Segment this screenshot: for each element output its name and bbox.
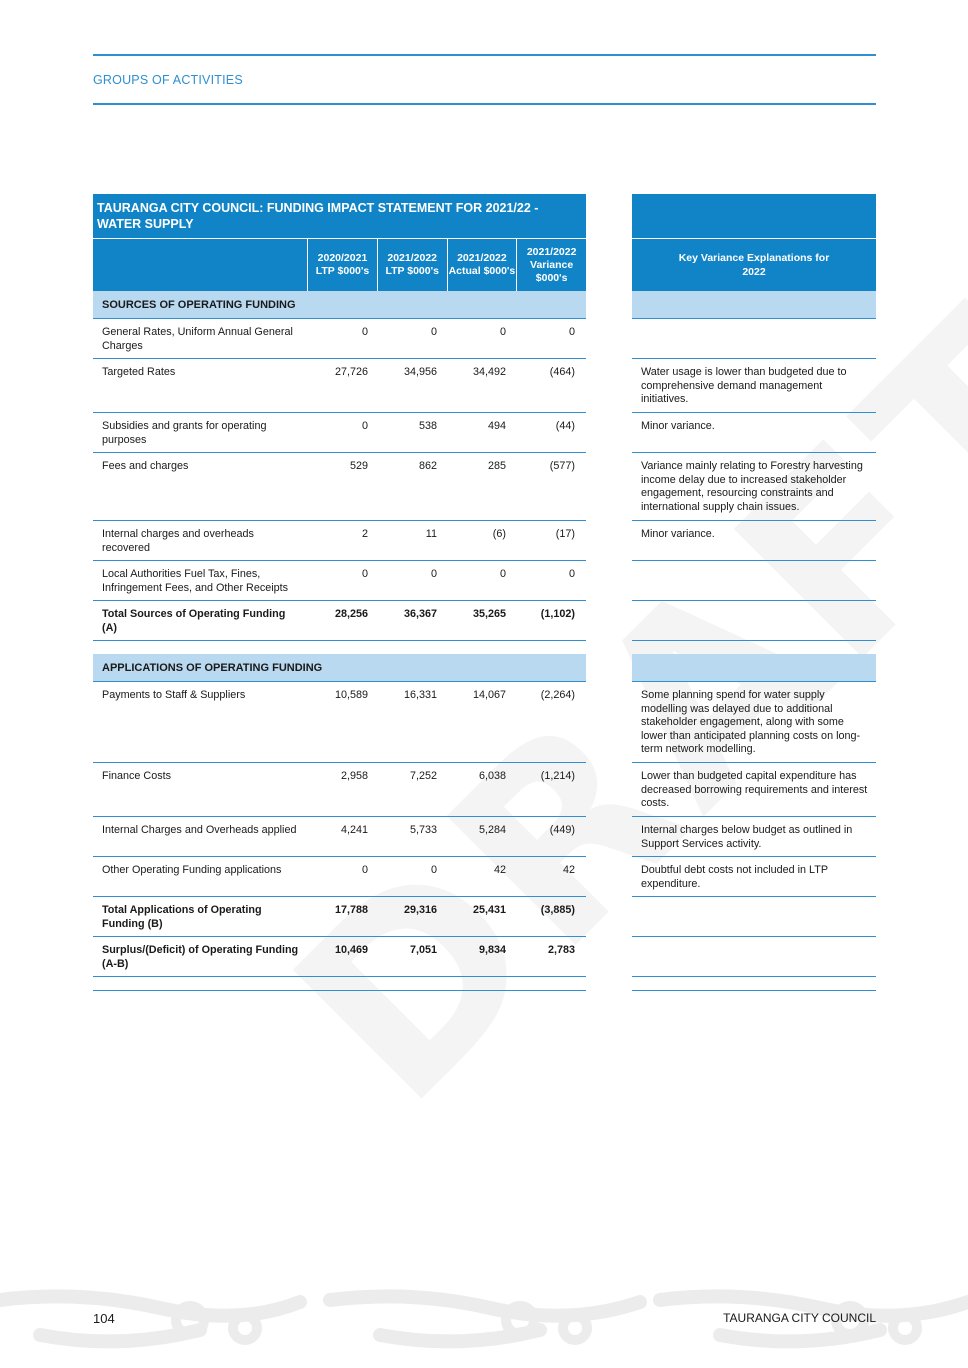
variance-note (632, 561, 876, 601)
variance-note: Water usage is lower than budgeted due to comprehensive demand management initiatives. (632, 359, 876, 413)
total-row: Total Applications of Operating Funding (B) 17,788 29,316 25,431 (3,885) (93, 897, 586, 937)
table-row: Other Operating Funding applications 0 0 42 42 (93, 857, 586, 897)
variance-note: Variance mainly relating to Forestry harvesting income delay due to increased stakeholder engagement, resourcing constraints and international supply chain issues. (632, 453, 876, 521)
variance-note: Some planning spend for water supply modelling was delayed due to additional stakeholder engagement, along with some lower than anticipated planning costs on long-term network modelling. (632, 682, 876, 763)
variance-note (632, 319, 876, 359)
variance-note: Lower than budgeted capital expenditure has decreased borrowing requirements and interest costs. (632, 763, 876, 817)
page-number: 104 (93, 1311, 115, 1326)
variance-note (632, 601, 876, 641)
column-header-row (93, 239, 586, 291)
header-rule (93, 103, 876, 105)
table-row: Fees and charges 529 862 285 (577) (93, 453, 586, 521)
section-label: GROUPS OF ACTIVITIES (93, 73, 243, 87)
table-row: General Rates, Uniform Annual General Charges 0 0 0 0 (93, 319, 586, 359)
table-row: Targeted Rates 27,726 34,956 34,492 (464) (93, 359, 586, 413)
footer-title: TAURANGA CITY COUNCIL (723, 1311, 876, 1325)
column-header: 2021/2022 LTP $000's (378, 239, 448, 291)
surplus-row: Surplus/(Deficit) of Operating Funding (A-B) 10,469 7,051 9,834 2,783 (93, 937, 586, 977)
column-header: 2021/2022 Actual $000's (448, 239, 518, 291)
variance-note: Internal charges below budget as outlined in Support Services activity. (632, 817, 876, 857)
table-row: Internal Charges and Overheads applied 4,241 5,733 5,284 (449) (93, 817, 586, 857)
variance-note: Minor variance. (632, 521, 876, 561)
total-row: Total Sources of Operating Funding (A) 28,256 36,367 35,265 (1,102) (93, 601, 586, 641)
table-row: Finance Costs 2,958 7,252 6,038 (1,214) (93, 763, 586, 817)
variance-header: Key Variance Explanations for 2022 (632, 239, 876, 291)
variance-explanations-table (632, 194, 876, 991)
table-row: Internal charges and overheads recovered 2 11 (6) (17) (93, 521, 586, 561)
funding-impact-table (93, 194, 586, 991)
variance-note (632, 937, 876, 977)
section-heading: APPLICATIONS OF OPERATING FUNDING (93, 654, 586, 682)
column-header: 2021/2022 Variance $000's (526, 245, 577, 284)
column-header: 2020/2021 LTP $000's (308, 239, 378, 291)
top-rule (93, 54, 876, 56)
table-row: Payments to Staff & Suppliers 10,589 16,331 14,067 (2,264) (93, 682, 586, 763)
variance-note: Doubtful debt costs not included in LTP expenditure. (632, 857, 876, 897)
table-title: TAURANGA CITY COUNCIL: FUNDING IMPACT STATEMENT FOR 2021/22 - WATER SUPPLY (93, 194, 586, 239)
table-row: Local Authorities Fuel Tax, Fines, Infringement Fees, and Other Receipts 0 0 0 0 (93, 561, 586, 601)
variance-note: Minor variance. (632, 413, 876, 453)
section-heading: SOURCES OF OPERATING FUNDING (93, 291, 586, 319)
variance-note (632, 897, 876, 937)
table-row: Subsidies and grants for operating purposes 0 538 494 (44) (93, 413, 586, 453)
